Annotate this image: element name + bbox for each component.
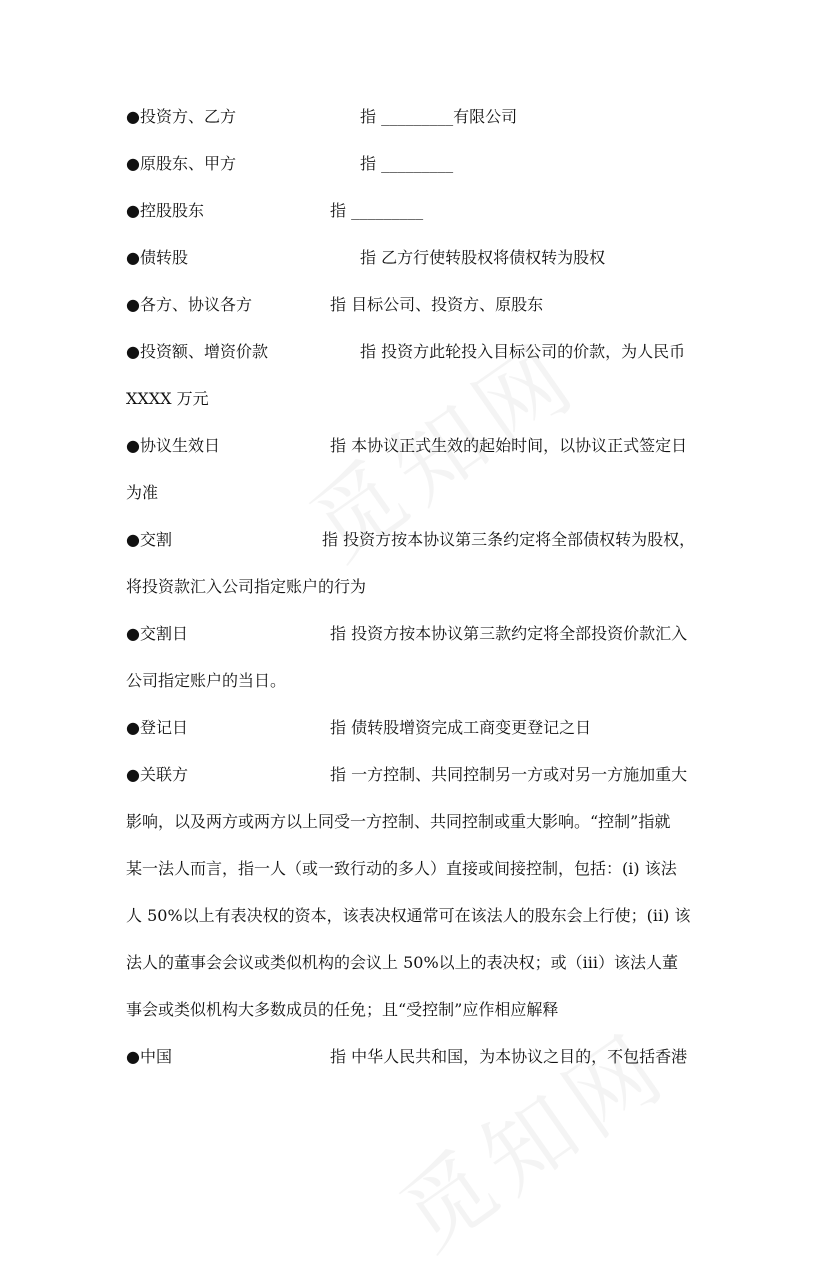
term: ●原股东、甲方	[126, 154, 236, 173]
term: ●交割日	[126, 624, 188, 643]
definition-continuation: 人 50%以上有表决权的资本，该表决权通常可在该法人的股东会上行使；(ii) 该	[126, 906, 691, 925]
definition: 指 投资方按本协议第三条约定将全部债权转为股权，	[322, 530, 696, 549]
definition: 指 _________有限公司	[360, 107, 518, 126]
definition-continuation: 公司指定账户的当日。	[126, 671, 287, 690]
definition: 指 _________	[330, 201, 424, 220]
term: ●协议生效日	[126, 436, 220, 455]
definition-continuation: 为准	[126, 483, 159, 502]
term: ●中国	[126, 1047, 172, 1066]
definition: 指 投资方按本协议第三款约定将全部投资价款汇入	[330, 624, 688, 643]
definition: 指 投资方此轮投入目标公司的价款，为人民币	[360, 342, 686, 361]
definition: 指 _________	[360, 154, 454, 173]
definition-continuation: XXXX 万元	[126, 389, 209, 408]
term: ●关联方	[126, 765, 188, 784]
definition: 指 本协议正式生效的起始时间，以协议正式签定日	[330, 436, 688, 455]
watermark	[370, 996, 690, 1274]
definition: 指 中华人民共和国，为本协议之目的，不包括香港	[330, 1047, 688, 1066]
term: ●各方、协议各方	[126, 295, 252, 314]
term: ●投资方、乙方	[126, 107, 236, 126]
term: ●债转股	[126, 248, 188, 267]
definition-continuation: 事会或类似机构大多数成员的任免；且“受控制”应作相应解释	[126, 1000, 559, 1019]
definition-continuation: 法人的董事会会议或类似机构的会议上 50%以上的表决权；或（iii）该法人董	[126, 953, 679, 972]
term: ●登记日	[126, 718, 188, 737]
definition: 指 目标公司、投资方、原股东	[330, 295, 544, 314]
term: ●投资额、增资价款	[126, 342, 268, 361]
definition: 指 债转股增资完成工商变更登记之日	[330, 718, 592, 737]
definition: 指 乙方行使转股权将债权转为股权	[360, 248, 606, 267]
term: ●控股股东	[126, 201, 204, 220]
term: ●交割	[126, 530, 172, 549]
definition: 指 一方控制、共同控制另一方或对另一方施加重大	[330, 765, 688, 784]
definition-continuation: 将投资款汇入公司指定账户的行为	[126, 577, 367, 596]
definition-continuation: 影响，以及两方或两方以上同受一方控制、共同控制或重大影响。“控制”指就	[126, 812, 671, 831]
definition-continuation: 某一法人而言，指一人（或一致行动的多人）直接或间接控制，包括：(i) 该法	[126, 859, 677, 878]
